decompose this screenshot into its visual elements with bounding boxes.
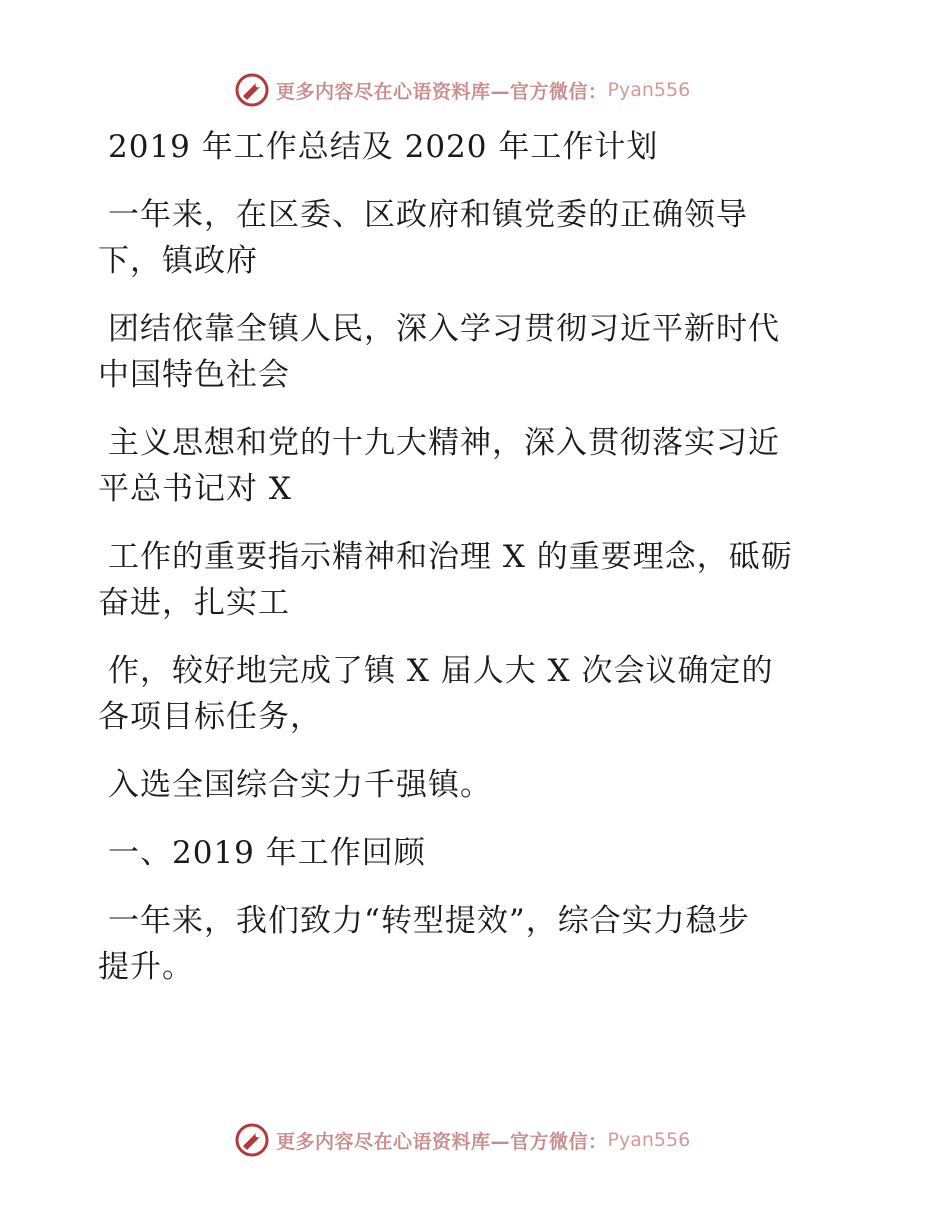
document-title: 2019 年工作总结及 2020 年工作计划 [108,129,659,165]
text-line: 平总书记对 X [98,471,292,507]
text-line: 下，镇政府 [98,243,258,279]
banner-text: 更多内容尽在心语资料库—官方微信： [276,1130,608,1153]
banner-text: 更多内容尽在心语资料库—官方微信： [276,80,608,103]
text-line: 一年来，在区委、区政府和镇党委的正确领导 [108,197,748,233]
text-line: 各项目标任务， [98,699,322,735]
text-line: 团结依靠全镇人民，深入学习贯彻习近平新时代 [108,311,780,347]
text-line: 奋进，扎实工 [98,585,290,621]
section-heading: 一、2019 年工作回顾 [108,835,426,871]
header-banner [234,70,690,110]
text-line: 作，较好地完成了镇 X 届人大 X 次会议确定的 [108,653,774,689]
pen-logo-icon [234,72,270,108]
footer-banner [234,1120,690,1160]
text-line: 工作的重要指示精神和治理 X 的重要理念，砥砺 [108,539,793,575]
text-line: 一年来，我们致力“转型提效”，综合实力稳步 [108,903,750,939]
text-line: 提升。 [98,949,194,985]
text-line: 主义思想和党的十九大精神，深入贯彻落实习近 [108,425,780,461]
text-line: 入选全国综合实力千强镇。 [108,767,492,803]
pen-logo-icon [234,1122,270,1158]
banner-wechat-id: Pyan556 [607,1129,691,1151]
text-line: 中国特色社会 [98,357,290,393]
banner-wechat-id: Pyan556 [607,79,691,101]
document-body [98,124,858,990]
